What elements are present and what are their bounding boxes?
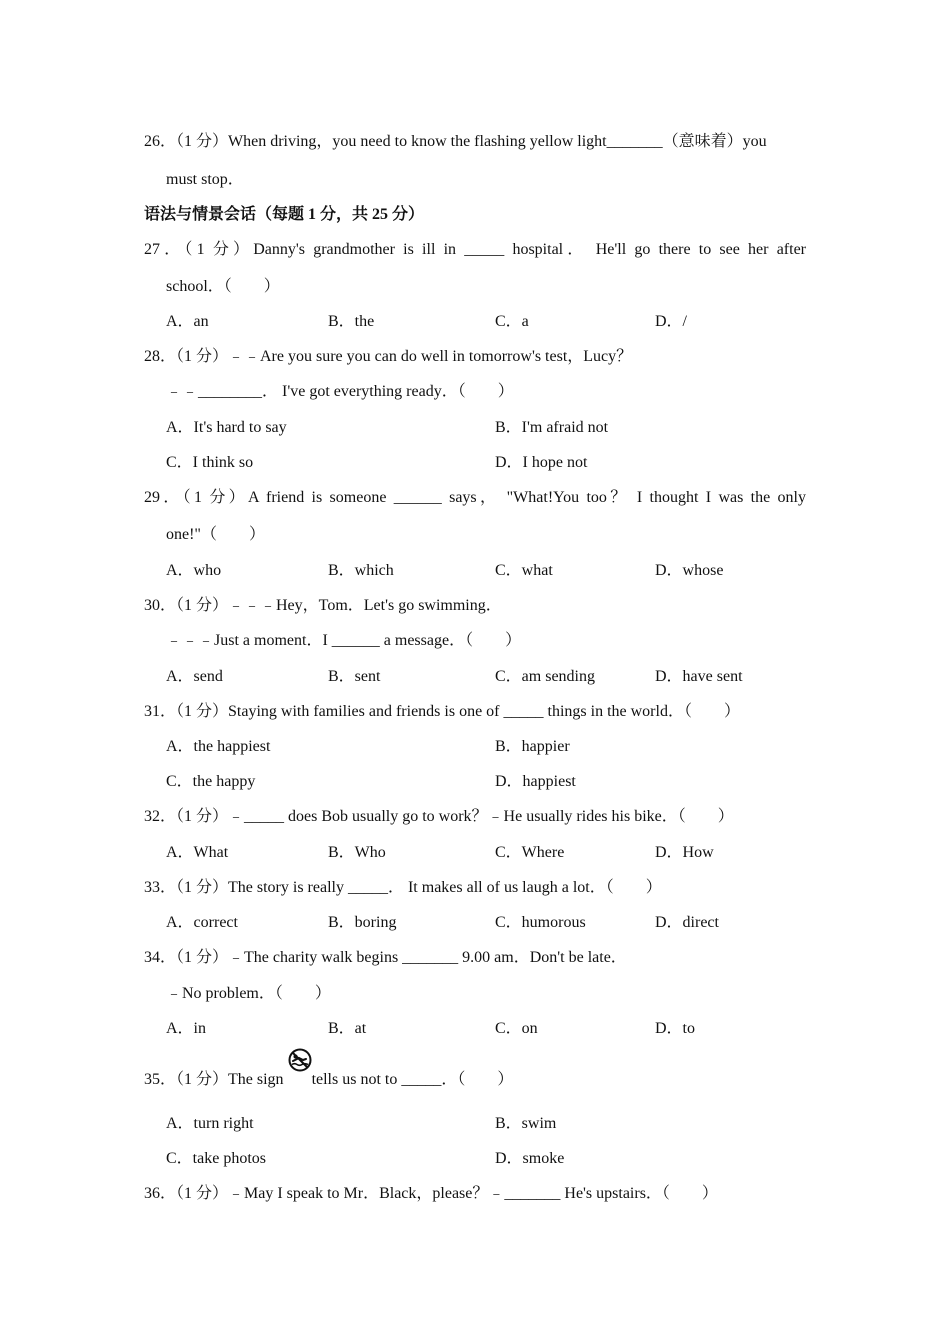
question-34-option-d[interactable]: D．to [655,1020,696,1037]
question-28-stem-cont: ﹣﹣________． I've got everything ready．（ ） [166,383,514,400]
question-29-stem: 29．（1 分）A friend is someone ______ says， "What!You too？ I thought I was the only [144,489,806,506]
question-27-option-b[interactable]: B．the [328,313,375,330]
question-32-stem: 32．（1 分）﹣_____ does Bob usually go to work？﹣He usually rides his bike．（ ） [144,808,734,825]
question-31-option-b[interactable]: B．happier [495,738,570,755]
question-28-option-a[interactable]: A．It's hard to say [166,419,287,436]
question-29-stem-cont: one!"（ ） [166,526,265,543]
question-34-option-c[interactable]: C．on [495,1020,538,1037]
question-34-stem-cont: ﹣No problem．（ ） [166,985,331,1002]
question-33-option-c[interactable]: C．humorous [495,914,586,931]
question-35-stem [144,1062,513,1089]
question-34-stem: 34．（1 分）﹣The charity walk begins _______ 9.00 am．Don't be late． [144,949,627,966]
question-30-stem-cont: ﹣﹣﹣Just a moment．I ______ a message．（ ） [166,632,522,649]
section-title: 语法与情景会话（每题 1 分，共 25 分） [144,206,425,223]
question-33-option-a[interactable]: A．correct [166,914,238,931]
question-35-option-c[interactable]: C．take photos [166,1150,266,1167]
question-33-stem: 33．（1 分）The story is really _____． It makes all of us laugh a lot．（ ） [144,879,662,896]
question-34-option-b[interactable]: B．at [328,1020,367,1037]
question-27-option-c[interactable]: C．a [495,313,529,330]
question-27-option-a[interactable]: A．an [166,313,209,330]
question-32-option-b[interactable]: B．Who [328,844,386,861]
question-35-stem-suffix: tells us not to _____．（ ） [311,1071,514,1088]
question-30-stem: 30．（1 分）﹣﹣﹣Hey，Tom．Let's go swimming． [144,597,502,614]
question-35-option-b[interactable]: B．swim [495,1115,557,1132]
question-31-option-d[interactable]: D．happiest [495,773,576,790]
question-33-option-d[interactable]: D．direct [655,914,719,931]
question-33-option-b[interactable]: B．boring [328,914,397,931]
question-27-option-d[interactable]: D．/ [655,313,688,330]
question-28-option-b[interactable]: B．I'm afraid not [495,419,609,436]
question-32-option-a[interactable]: A．What [166,844,229,861]
question-29-option-a[interactable]: A．who [166,562,222,579]
question-31-option-a[interactable]: A．the happiest [166,738,271,755]
question-36-stem: 36．（1 分）﹣May I speak to Mr．Black，please？﹣_______ He's upstairs．（ ） [144,1185,718,1202]
question-30-option-b[interactable]: B．sent [328,668,381,685]
question-27-stem-cont: school．（ ） [166,278,280,295]
question-35-option-d[interactable]: D．smoke [495,1150,565,1167]
question-30-option-d[interactable]: D．have sent [655,668,743,685]
question-26-stem: 26．（1 分）When driving，you need to know the flashing yellow light_______（意味着）you [144,133,767,150]
question-32-option-d[interactable]: D．How [655,844,714,861]
no-swimming-sign-icon [288,1048,312,1072]
question-32-option-c[interactable]: C．Where [495,844,565,861]
question-30-option-a[interactable]: A．send [166,668,223,685]
question-29-option-b[interactable]: B．which [328,562,394,579]
question-35-stem-prefix: 35．（1 分）The sign [144,1071,288,1088]
question-28-stem: 28．（1 分）﹣﹣Are you sure you can do well in tomorrow's test，Lucy？ [144,348,633,365]
question-30-option-c[interactable]: C．am sending [495,668,595,685]
question-28-option-d[interactable]: D．I hope not [495,454,588,471]
question-26-stem-cont: must stop． [166,171,244,188]
question-27-stem: 27．（1 分）Danny's grandmother is ill in _____ hospital． He'll go there to see her after [144,241,806,258]
question-31-stem: 31．（1 分）Staying with families and friends is one of _____ things in the world．（ ） [144,703,740,720]
question-34-option-a[interactable]: A．in [166,1020,207,1037]
question-29-option-c[interactable]: C．what [495,562,553,579]
question-29-option-d[interactable]: D．whose [655,562,724,579]
question-31-option-c[interactable]: C．the happy [166,773,256,790]
question-28-option-c[interactable]: C．I think so [166,454,254,471]
question-35-option-a[interactable]: A．turn right [166,1115,254,1132]
